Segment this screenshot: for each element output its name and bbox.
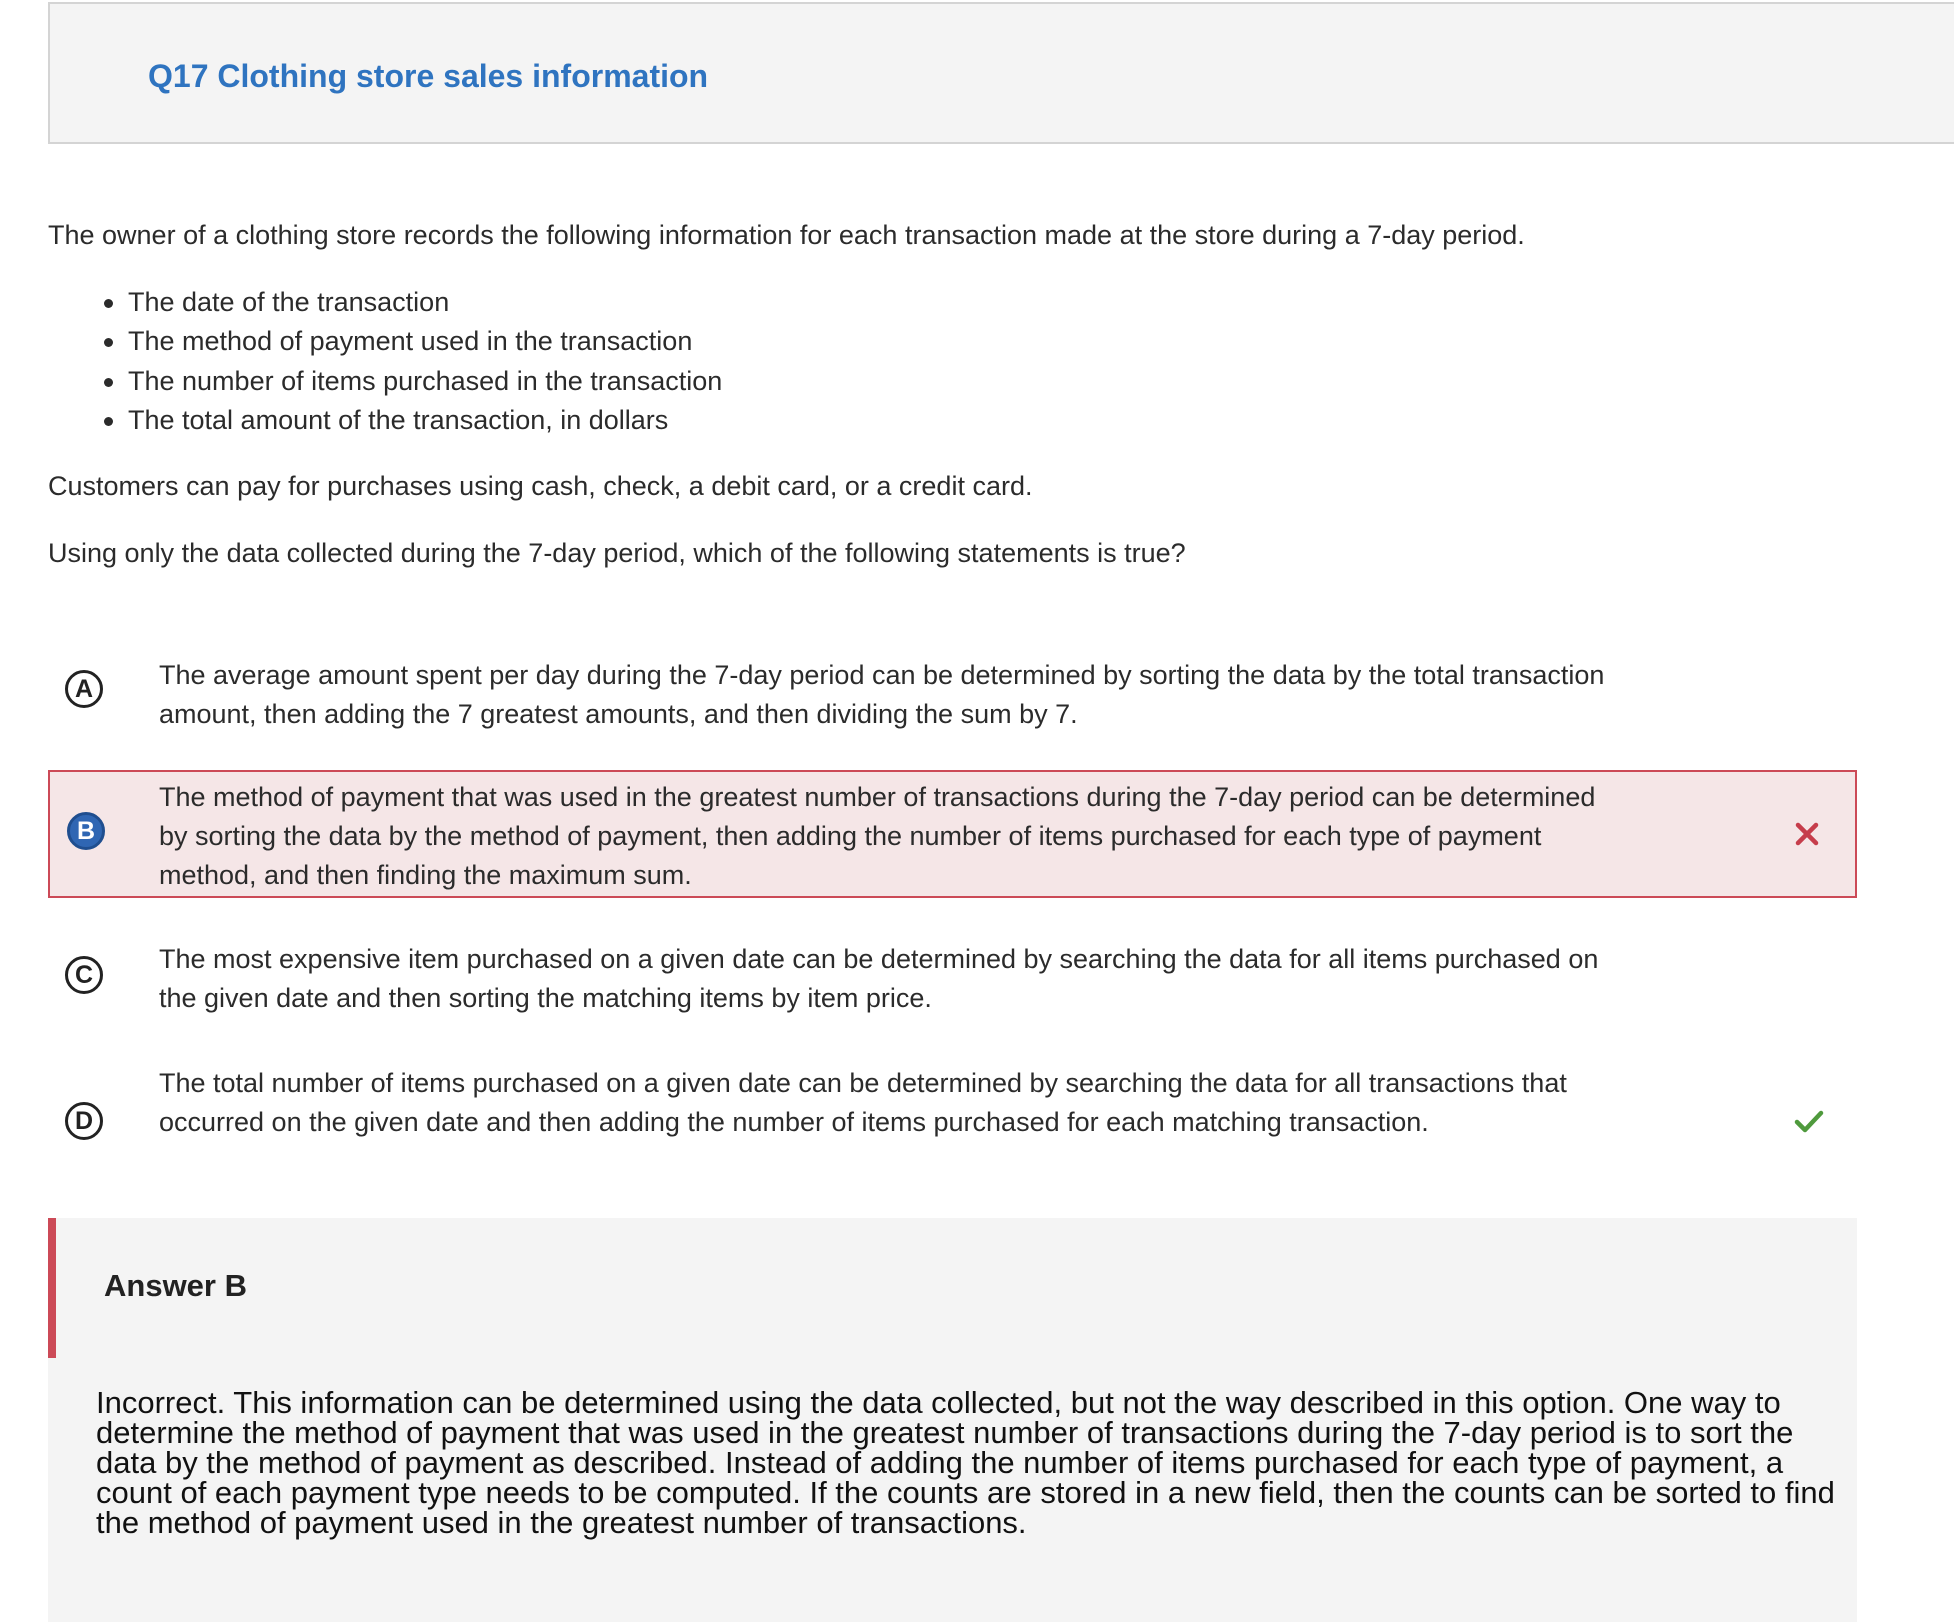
choice-letter-badge[interactable]: A	[65, 670, 103, 708]
choice-b[interactable]	[48, 770, 1857, 898]
choice-text: The most expensive item purchased on a given date can be determined by searching the data for all items purchased on the given date and then sorting the matching items by item price.	[159, 944, 1599, 1013]
answer-explanation: Incorrect. This information can be determined using the data collected, but not the way described in this option. One way to determine the method of payment that was used in the greatest number of transactions during the 7-day period is to sort the data by the method of payment as described. Instead of adding the number of items purchased for each type of payment, a count of each payment type needs to be computed. If the counts are stored in a new field, then the counts can be sorted to find the method of payment used in the greatest number of transactions.	[96, 1385, 1835, 1540]
answer-status-strip	[48, 1218, 56, 1358]
recorded-info-list	[48, 283, 722, 440]
choice-a[interactable]	[48, 648, 1857, 746]
answer-panel	[48, 1218, 1857, 1622]
list-item: The method of payment used in the transaction	[48, 322, 722, 361]
list-item: The total amount of the transaction, in dollars	[48, 401, 722, 440]
choice-letter-badge[interactable]: B	[67, 812, 105, 850]
choice-text: The method of payment that was used in the greatest number of transactions during the 7-day period can be determined by sorting the data by the method of payment, then adding the number of items purchased for each type of payment method, and then finding the maximum sum.	[159, 782, 1596, 890]
question-prompt: Using only the data collected during the 7-day period, which of the following statements is true?	[48, 538, 1186, 568]
answer-title: Answer B	[104, 1268, 247, 1303]
choice-letter-badge[interactable]: D	[65, 1102, 103, 1140]
choice-text: The total number of items purchased on a given date can be determined by searching the data for all transactions that occurred on the given date and then adding the number of items purchased for each matching transaction.	[159, 1068, 1567, 1137]
question-title: Q17 Clothing store sales information	[148, 58, 709, 94]
checkmark-icon	[1791, 1104, 1827, 1140]
choice-d[interactable]	[48, 1062, 1857, 1192]
x-icon	[1789, 816, 1825, 852]
question-intro: The owner of a clothing store records the following information for each transaction made at the store during a 7-day period.	[48, 220, 1525, 250]
list-item: The number of items purchased in the transaction	[48, 362, 722, 401]
choice-c[interactable]	[48, 936, 1857, 1036]
list-item: The date of the transaction	[48, 283, 722, 322]
payment-methods-text: Customers can pay for purchases using cash, check, a debit card, or a credit card.	[48, 471, 1033, 501]
question-header	[48, 2, 1954, 144]
choice-letter-badge[interactable]: C	[65, 956, 103, 994]
choice-text: The average amount spent per day during the 7-day period can be determined by sorting the data by the total transaction amount, then adding the 7 greatest amounts, and then dividing the sum by 7.	[159, 660, 1605, 729]
